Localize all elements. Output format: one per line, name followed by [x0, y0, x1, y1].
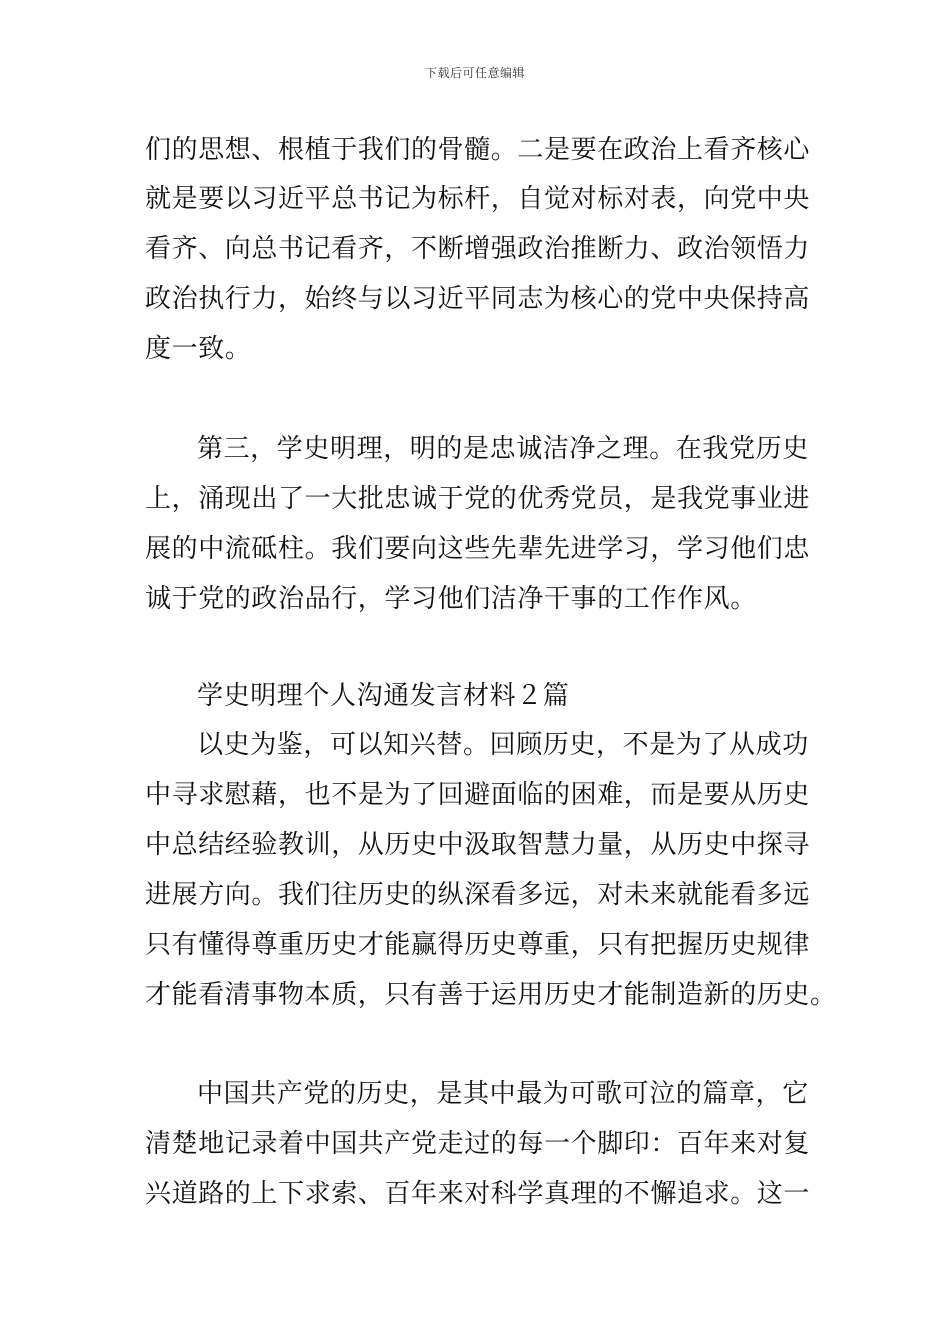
- body-line: 中总结经验教训，从历史中汲取智慧力量，从历史中探寻: [145, 830, 811, 860]
- body-line: 才能看清事物本质，只有善于运用历史才能制造新的历史。: [145, 980, 837, 1010]
- paragraph-first-line: 第三，学史明理，明的是忠诚洁净之理。在我党历史: [197, 434, 809, 464]
- paragraph-first-line: 中国共产党的历史，是其中最为可歌可泣的篇章，它: [197, 1079, 809, 1109]
- body-line: 进展方向。我们往历史的纵深看多远，对未来就能看多远: [145, 880, 811, 910]
- body-line: 兴道路的上下求索、百年来对科学真理的不懈追求。这一: [145, 1179, 811, 1209]
- body-line: 政治执行力，始终与以习近平同志为核心的党中央保持高: [145, 284, 811, 314]
- header-note: 下载后可任意编辑: [424, 66, 525, 80]
- body-line: 清楚地记录着中国共产党走过的每一个脚印：百年来对复: [145, 1129, 811, 1159]
- body-line: 们的思想、根植于我们的骨髓。二是要在政治上看齐核心: [145, 135, 811, 165]
- body-line: 度一致。: [145, 334, 252, 364]
- body-line: 展的中流砥柱。我们要向这些先辈先进学习，学习他们忠: [145, 534, 811, 564]
- body-line: 诚于党的政治品行，学习他们洁净干事的工作作风。: [145, 584, 757, 614]
- body-line: 只有懂得尊重历史才能赢得历史尊重，只有把握历史规律: [145, 930, 811, 960]
- body-line: 看齐、向总书记看齐，不断增强政治推断力、政治领悟力: [145, 234, 811, 264]
- body-line: 就是要以习近平总书记为标杆，自觉对标对表，向党中央: [145, 184, 811, 214]
- body-line: 中寻求慰藉，也不是为了回避面临的困难，而是要从历史: [145, 780, 811, 810]
- paragraph-first-line: 以史为鉴，可以知兴替。回顾历史，不是为了从成功: [197, 730, 809, 760]
- body-line: 上，涌现出了一大批忠诚于党的优秀党员，是我党事业进: [145, 484, 811, 514]
- section-title: 学史明理个人沟通发言材料２篇: [197, 681, 570, 711]
